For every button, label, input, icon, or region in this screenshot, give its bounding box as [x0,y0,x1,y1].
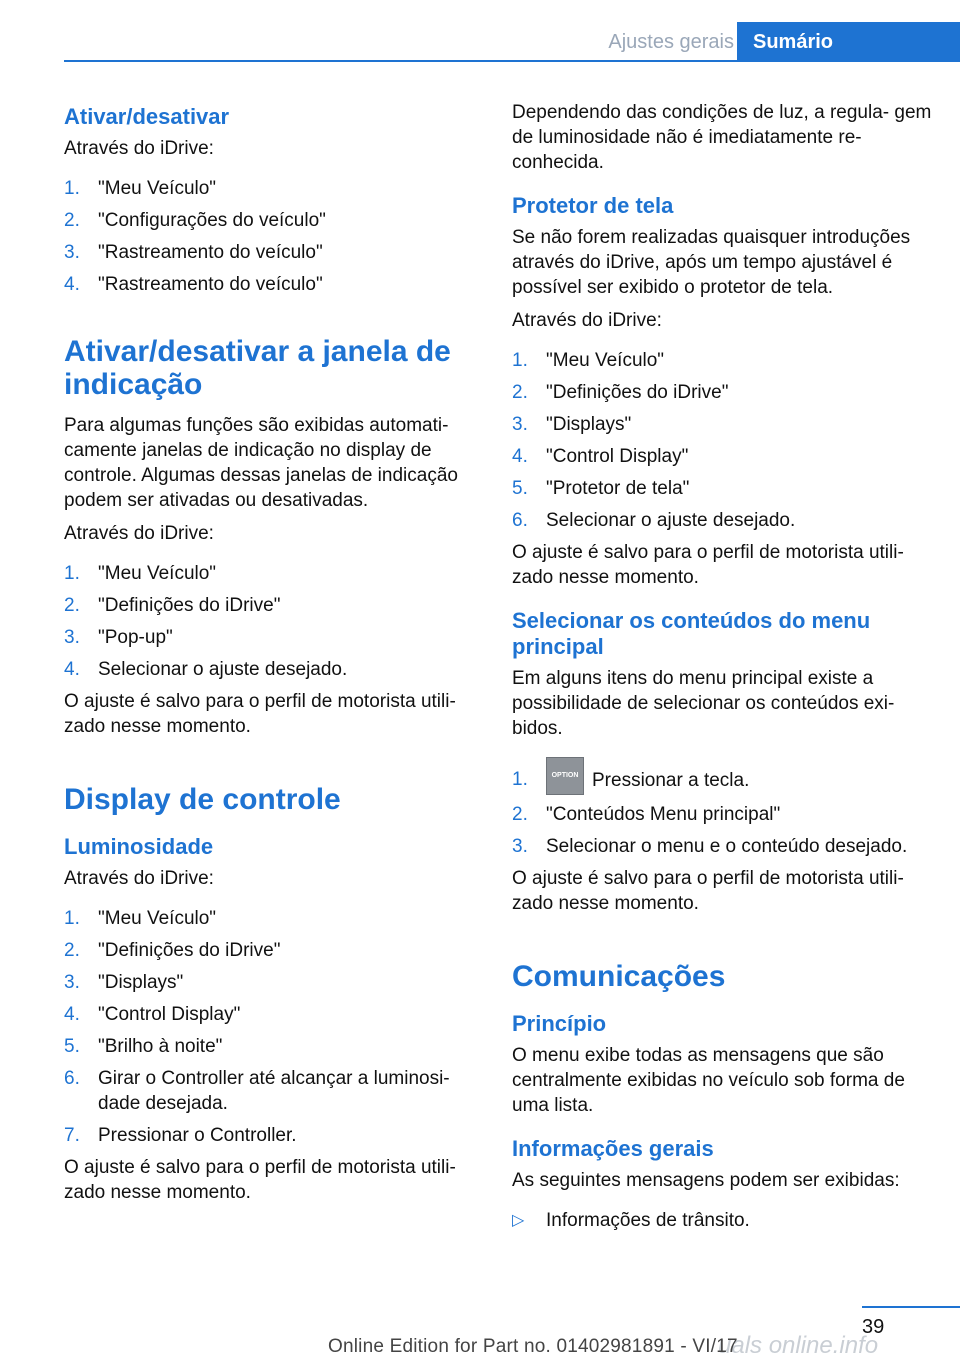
summary-tab[interactable]: Sumário [737,22,960,62]
heading-protetor: Protetor de tela [512,193,674,218]
list-item: 1. "Meu Veículo" [64,178,217,199]
list-item: 3. "Pop-up" [64,627,173,648]
list-item: 1. OPTION Pressionar a tecla. [512,767,932,795]
janela-intro: Através do iDrive: [64,523,214,544]
menu-step-text: Pressionar a tecla. [592,770,750,792]
heading-ativar: Ativar/desativar [64,104,230,129]
watermark: uals online.info [718,1332,879,1359]
list-item: 3. "Displays" [64,972,184,993]
heading-comunicacoes: Comunicações [512,960,726,993]
list-item: 2. "Conteúdos Menu principal" [512,804,781,825]
header-rule [64,60,737,62]
list-item: 5. "Protetor de tela" [512,478,690,499]
page-number: 39 [862,1316,885,1338]
list-item: 4. "Rastreamento do veículo" [64,274,323,295]
janela-steps [64,561,482,682]
list-item: 3. Selecionar o menu e o conteúdo desejado. [512,836,908,857]
informacoes-para: As seguintes mensagens podem ser exibidas: [512,1170,900,1191]
principio-para: O menu exibe todas as mensagens que são centralmente exibidas no veículo sob forma de uma lista. [512,1045,905,1116]
informacoes-bullets [512,1208,932,1233]
subheading-luminosidade: Luminosidade [64,834,214,859]
protetor-intro: Através do iDrive: [512,310,662,331]
list-item: 6. Selecionar o ajuste desejado. [512,510,796,531]
left-column [64,100,482,1205]
janela-para: Para algumas funções são exibidas automati‐ camente janelas de indicação no display de controle. Algumas dessas janelas de indicação podem ser ativadas ou desativadas. [64,415,458,511]
option-key-icon: OPTION [546,757,584,795]
triangle-bullet-icon: ▷ [512,1212,525,1229]
janela-note: O ajuste é salvo para o perfil de motorista utili‐ zado nesse momento. [64,691,456,737]
list-item: ▷ Informações de trânsito. [512,1210,750,1231]
display-steps [64,906,482,1148]
list-item: 1. "Meu Veículo" [64,908,217,929]
menu-note: O ajuste é salvo para o perfil de motorista utili‐ zado nesse momento. [512,868,904,914]
menu-steps [512,767,932,859]
list-item: 7. Pressionar o Controller. [64,1125,297,1146]
section-tab[interactable]: Ajustes gerais [608,31,734,53]
luminosidade-para: Dependendo das condições de luz, a regula‐ gem de luminosidade não é imediatamente re‐ conhecida. [512,102,932,173]
protetor-steps [512,348,932,533]
ativar-steps [64,176,482,297]
list-item: 2. "Definições do iDrive" [64,940,281,961]
list-item: 2. "Definições do iDrive" [64,595,281,616]
ativar-intro: Através do iDrive: [64,138,214,159]
display-intro: Através do iDrive: [64,868,214,889]
list-item: 1. "Meu Veículo" [512,350,665,371]
page-header [0,22,960,62]
edition-text: Online Edition for Part no. 01402981891 - VI/17 [328,1336,738,1357]
list-item: 4. "Control Display" [512,446,689,467]
list-item: 5. "Brilho à noite" [64,1036,223,1057]
protetor-note: O ajuste é salvo para o perfil de motorista utili‐ zado nesse momento. [512,542,904,588]
heading-janela: Ativar/desativar a janela de indicação [64,335,451,401]
list-item: 6. Girar o Controller até alcançar a luminosi‐ dade desejada. [64,1068,450,1114]
subheading-informacoes: Informações gerais [512,1136,714,1161]
menu-para: Em alguns itens do menu principal existe a possibilidade de selecionar os conteúdos exi‐ bidos. [512,668,895,739]
list-item: 2. "Definições do iDrive" [512,382,729,403]
list-item: 4. Selecionar o ajuste desejado. [64,659,348,680]
list-item: 3. "Rastreamento do veículo" [64,242,323,263]
list-item: 1. "Meu Veículo" [64,563,217,584]
subheading-principio: Princípio [512,1011,607,1036]
list-item: 4. "Control Display" [64,1004,241,1025]
heading-display: Display de controle [64,783,341,816]
list-item: 2. "Configurações do veículo" [64,210,326,231]
footer-rule [862,1306,960,1308]
protetor-para: Se não forem realizadas quaisquer introduções através do iDrive, após um tempo ajustável é possível ser exibido o protetor de tela. [512,227,911,298]
display-note: O ajuste é salvo para o perfil de motorista utili‐ zado nesse momento. [64,1157,456,1203]
heading-menu: Selecionar os conteúdos do menu principal [512,608,871,659]
right-column [512,100,932,1240]
list-item: 3. "Displays" [512,414,632,435]
